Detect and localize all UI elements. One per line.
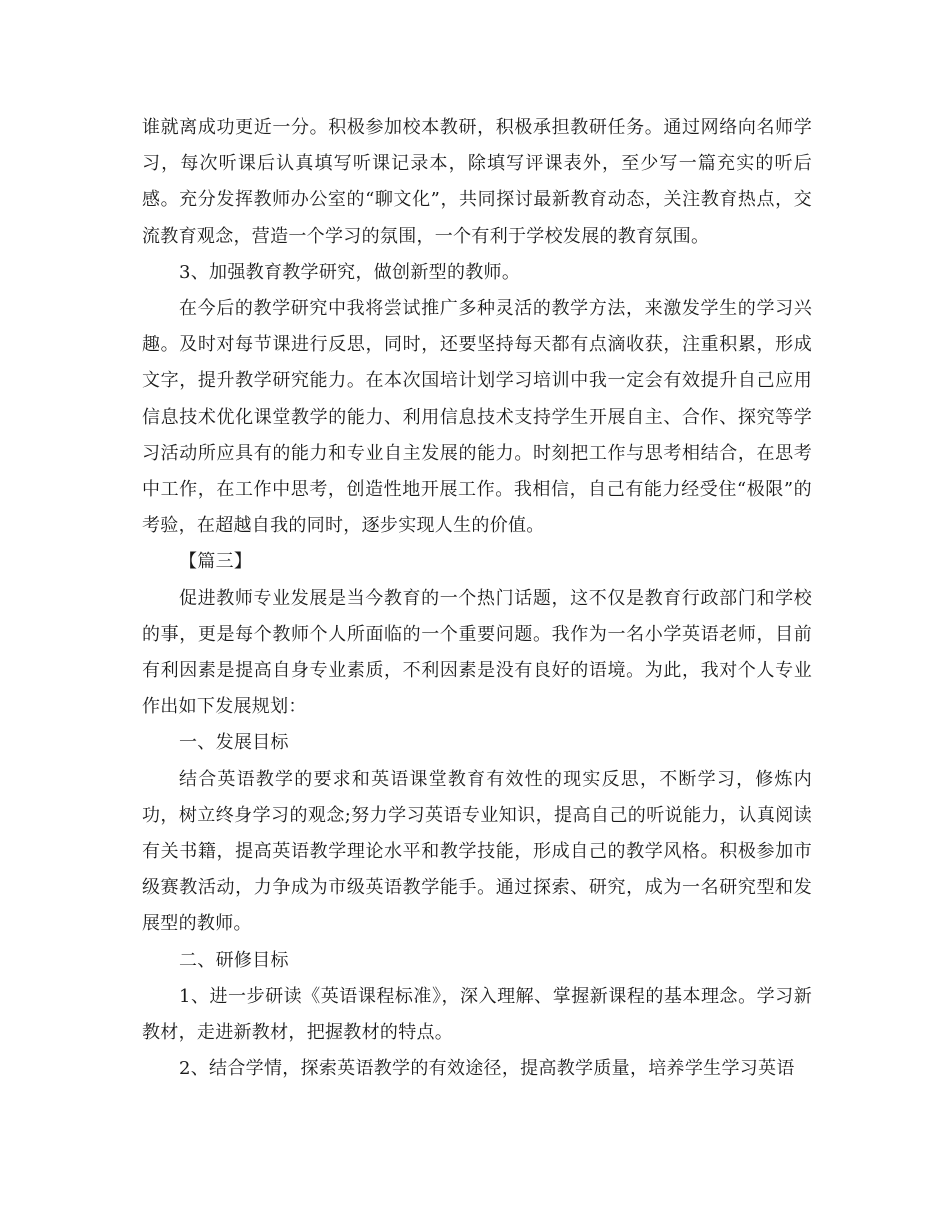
paragraph-5: 促进教师专业发展是当今教育的一个热门话题，这不仅是教育行政部门和学校的事，更是每个教师个人所面临的一个重要问题。我作为一名小学英语老师，目前有利因素是提高自身专业素质，不利因素是没有良好的语境。为此，我对个人专业作出如下发展规划：: [142, 587, 812, 718]
paragraph-7: 结合英语教学的要求和英语课堂教育有效性的现实反思，不断学习，修炼内功，树立终身学习的观念;努力学习英语专业知识，提高自己的听说能力，认真阅读有关书籍，提高英语教学理论水平和教学技能，形成自己的教学风格。积极参加市级赛教活动，力争成为市级英语教学能手。通过探索、研究，成为一名研究型和发展型的教师。: [142, 768, 812, 935]
paragraph-9: 1、进一步研读《英语课程标准》，深入理解、掌握新课程的基本理念。学习新教材，走进新教材，把握教材的特点。: [142, 985, 812, 1044]
document-body: [142, 110, 812, 1087]
paragraph-10: 2、结合学情，探索英语教学的有效途径，提高教学质量，培养学生学习英语: [179, 1058, 795, 1080]
section-heading-part-three: 【篇三】: [179, 551, 253, 573]
paragraph-2: 3、加强教育教学研究，做创新型的教师。: [179, 261, 521, 283]
paragraph-3: 在今后的教学研究中我将尝试推广多种灵活的教学方法，来激发学生的学习兴趣。及时对每节课进行反思，同时，还要坚持每天都有点滴收获，注重积累，形成文字，提升教学研究能力。在本次国培计划学习培训中我一定会有效提升自己应用信息技术优化课堂教学的能力、利用信息技术支持学生开展自主、合作、探究等学习活动所应具有的能力和专业自主发展的能力。时刻把工作与思考相结合，在思考中工作，在工作中思考，创造性地开展工作。我相信，自己有能力经受住“极限”的考验，在超越自我的同时，逐步实现人生的价值。: [142, 298, 812, 537]
heading-development-goals: 一、发展目标: [179, 732, 289, 754]
heading-study-goals: 二、研修目标: [179, 949, 289, 971]
paragraph-1: 谁就离成功更近一分。积极参加校本教研，积极承担教研任务。通过网络向名师学习，每次听课后认真填写听课记录本，除填写评课表外，至少写一篇充实的听后感。充分发挥教师办公室的“聊文化”，共同探讨最新教育动态，关注教育热点，交流教育观念，营造一个学习的氛围，一个有利于学校发展的教育氛围。: [142, 117, 812, 247]
